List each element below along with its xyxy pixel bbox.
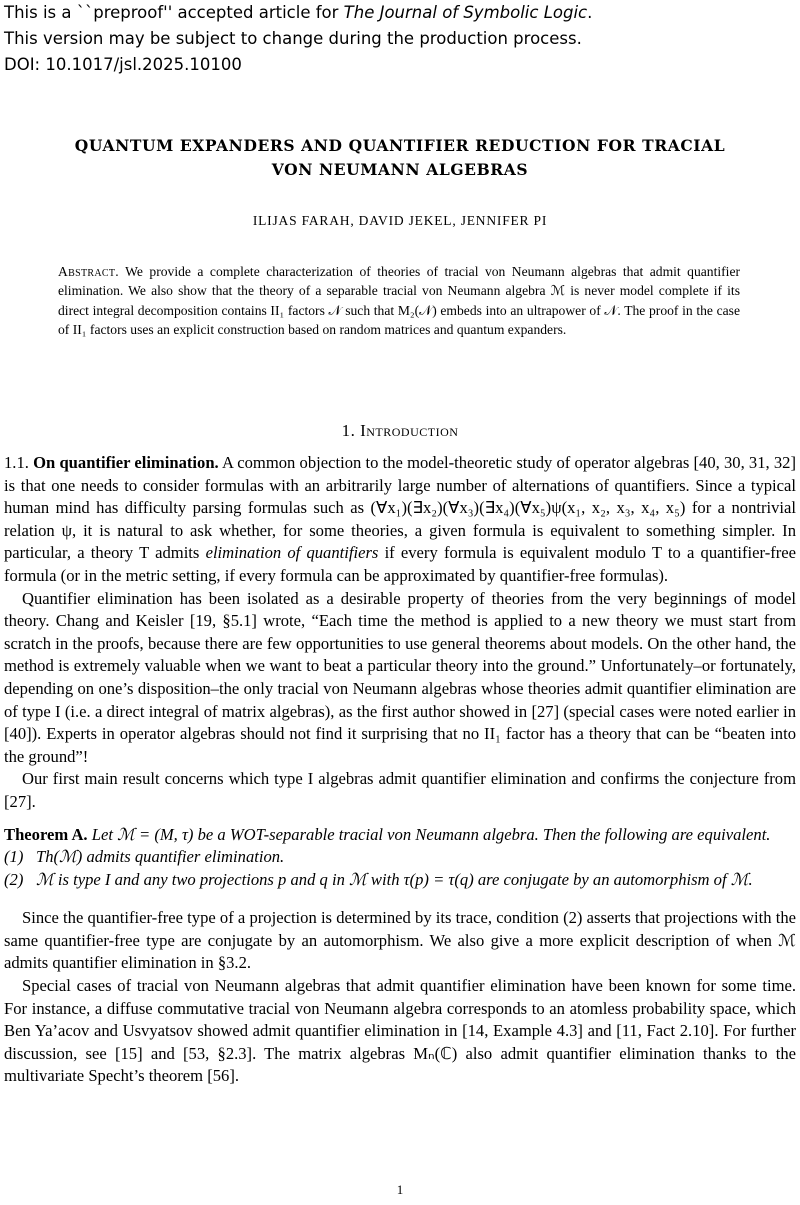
body-text xyxy=(4,452,796,1088)
authors: ILIJAS FARAH, DAVID JEKEL, JENNIFER PI xyxy=(252,213,548,228)
preproof-notice xyxy=(4,0,592,78)
notice-line-1: This is a ``preproof'' accepted article for The Journal of Symbolic Logic. xyxy=(4,3,593,22)
subsection-title: On quantifier elimination. xyxy=(33,453,219,472)
section-heading: 1. Introduction xyxy=(341,421,459,440)
paragraph-1: 1.1. On quantifier elimination. A common objection to the model-theoretic study of operator algebras [40, 30, 31, 32] is that one needs to consider formulas with an arbitrarily large number of alternations of quantifiers. Since a typical human mind has difficulty parsing formulas such as (∀x₁)(∃x₂)(∀x₃)(∃x₄)(∀x₅)ψ(x₁, x₂, x₃, x₄, x₅) for a nontrivial relation ψ, it is natural to ask whether, for some theories, a given formula is equivalent to something simpler. In particular, a theory T admits elimination of quantifiers if every formula is equivalent modulo T to a quantifier-free formula (or in the metric setting, if every formula can be approximated by quantifier-free formulas). xyxy=(4,453,797,585)
doi: DOI: 10.1017/jsl.2025.10100 xyxy=(4,55,242,74)
theorem-statement: Let ℳ = (M, τ) be a WOT-separable tracial von Neumann algebra. Then the following are equivalent. xyxy=(91,824,771,844)
theorem-condition: (2) ℳ is type I and any two projections p and q in ℳ with τ(p) = τ(q) are conjugate by an automorphism of ℳ. xyxy=(4,869,753,889)
paragraph-5: Special cases of tracial von Neumann algebras that admit quantifier elimination have been known for some time. For instance, a diffuse commutative tracial von Neumann algebra corresponds to an atomless probability space, which Ben Ya’acov and Usvyatsov showed admit quantifier elimination in [14, Example 4.3] and [11, Fact 2.10]. For further discussion, see [15] and [53, §2.3]. The matrix algebras Mₙ(ℂ) also admit quantifier elimination thanks to the multivariate Specht’s theorem [56]. xyxy=(4,976,796,1086)
theorem-conditions xyxy=(4,846,796,891)
theorem-a xyxy=(4,824,796,847)
journal-name: The Journal of Symbolic Logic xyxy=(343,3,588,22)
paper-title: QUANTUM EXPANDERS AND QUANTIFIER REDUCTION FOR TRACIAL VON NEUMANN ALGEBRAS xyxy=(74,136,726,179)
abstract-text: We provide a complete characterization of theories of tracial von Neumann algebras that admit quantifier elimination. We also show that the theory of a separable tracial von Neumann algebra ℳ is never model complete if its direct integral decomposition contains II₁ factors 𝒩 such that M₂(𝒩) embeds into an ultrapower of 𝒩. The proof in the case of II₁ factors uses an explicit construction based on random matrices and quantum expanders. xyxy=(58,264,741,337)
abstract-label: Abstract. xyxy=(58,264,119,279)
theorem-condition: (1) Th(ℳ) admits quantifier elimination. xyxy=(4,847,285,867)
paragraph-3: Our first main result concerns which type I algebras admit quantifier elimination and confirms the conjecture from [27]. xyxy=(4,769,796,811)
abstract xyxy=(58,262,740,339)
notice-line-2: This version may be subject to change during the production process. xyxy=(4,29,582,48)
paragraph-2: Quantifier elimination has been isolated as a desirable property of theories from the very beginnings of model theory. Chang and Keisler [19, §5.1] wrote, “Each time the method is applied to a new theory we must start from scratch in the proofs, because there are few opportunities to use general theorems about models. On the other hand, the method is extremely valuable when we want to beat a particular theory into the ground.” Unfortunately–or fortunately, depending on one’s disposition–the only tracial von Neumann algebras whose theories admit quantifier elimination are of type I (i.e. a direct integral of matrix algebras), as the first author showed in [27] (special cases were noted earlier in [40]). Experts in operator algebras should not find it surprising that no II₁ factor has a theory that can be “beaten into the ground”! xyxy=(4,588,796,766)
theorem-label: Theorem A. xyxy=(4,824,88,844)
paragraph-4: Since the quantifier-free type of a projection is determined by its trace, condition (2) asserts that projections with the same quantifier-free type are conjugate by an automorphism. We also give a more explicit description of when ℳ admits quantifier elimination in §3.2. xyxy=(4,908,796,973)
page-number: 1 xyxy=(396,1182,404,1197)
